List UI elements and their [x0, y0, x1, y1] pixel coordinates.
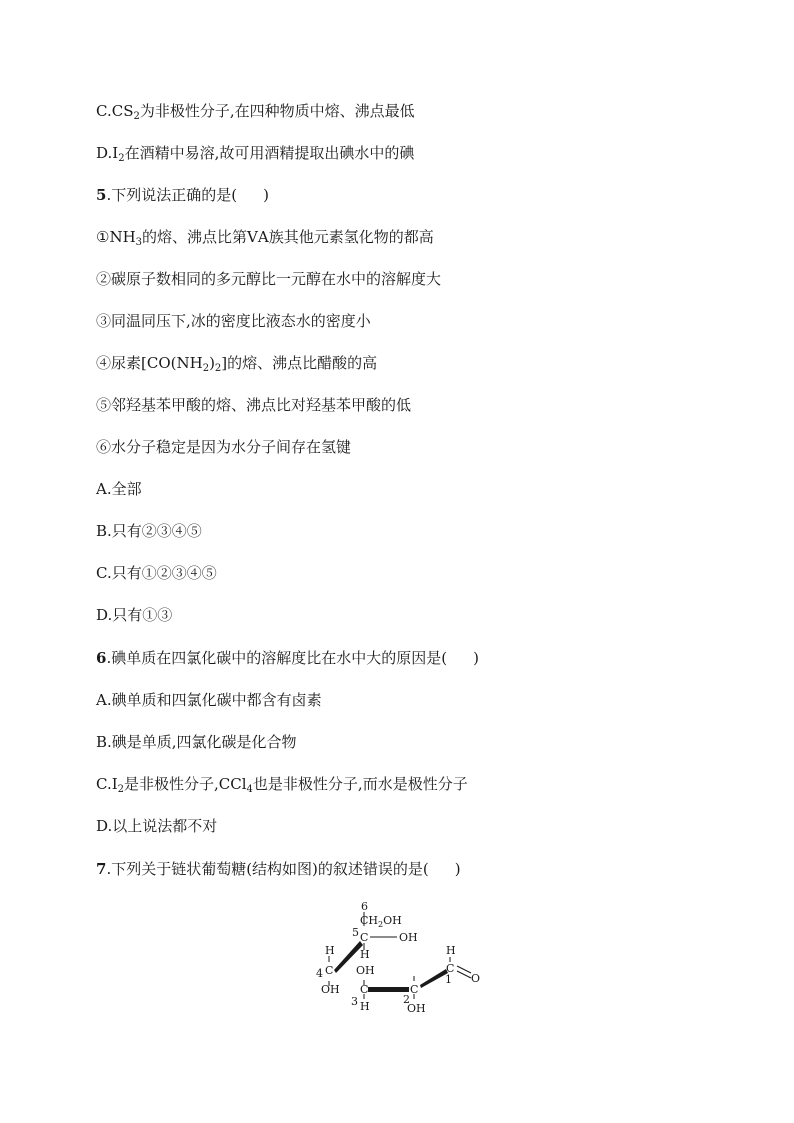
- q6-option-d[interactable]: D.以上说法都不对: [96, 817, 218, 835]
- carbon-5: C: [360, 931, 369, 944]
- q6-number: 6: [96, 649, 107, 667]
- carbon-number-3: 3: [351, 995, 358, 1008]
- carbon-1: C: [446, 962, 455, 975]
- q7-stem: 7.下列关于链状葡萄糖(结构如图)的叙述错误的是( ): [96, 860, 461, 878]
- q5-option-d[interactable]: D.只有①③: [96, 606, 173, 624]
- q5-statement-1: $①NH_3$的熔、沸点比第ⅤA族其他元素氢化物的都高: [96, 228, 434, 248]
- carbon-2: C: [410, 983, 419, 996]
- carbon-number-1: 1: [445, 973, 452, 986]
- hydrogen-1: H: [446, 944, 456, 957]
- carbon-4: C: [325, 964, 334, 977]
- q4-option-d: $D.I_2$在酒精中易溶,故可用酒精提取出碘水中的碘: [96, 144, 415, 164]
- q7-number: 7: [96, 860, 107, 878]
- wedge-bond: [420, 969, 448, 988]
- carbon-number-2: 2: [403, 993, 410, 1006]
- q6-option-c[interactable]: $C.I_2$是非极性分子,CCl$_4$也是非极性分子,而水是极性分子: [96, 775, 468, 795]
- q5-statement-6: ⑥水分子稳定是因为水分子间存在氢键: [96, 438, 352, 456]
- hydroxyl-2: OH: [407, 1002, 426, 1015]
- q6-stem: 6.碘单质在四氯化碳中的溶解度比在水中大的原因是( ): [96, 649, 479, 667]
- carbonyl-oxygen: O: [471, 972, 481, 985]
- q6-option-a[interactable]: A.碘单质和四氯化碳中都含有卤素: [96, 691, 322, 709]
- q5-statement-3: ③同温同压下,冰的密度比液态水的密度小: [96, 312, 371, 330]
- q6-option-b[interactable]: B.碘是单质,四氯化碳是化合物: [96, 733, 297, 751]
- q5-option-b[interactable]: B.只有②③④⑤: [96, 522, 202, 540]
- hydrogen-3: H: [360, 1000, 370, 1013]
- q5-statement-2: ②碳原子数相同的多元醇比一元醇在水中的溶解度大: [96, 270, 442, 288]
- glucose-structure-diagram: [300, 895, 500, 1025]
- bold-bond: [368, 987, 409, 992]
- carbon-3: C: [360, 983, 369, 996]
- q4-option-c: $C.CS_2$为非极性分子,在四种物质中熔、沸点最低: [96, 102, 415, 122]
- carbon-number-5: 5: [352, 926, 359, 939]
- ch2oh-group: $CH_2OH$: [360, 914, 402, 929]
- carbon-number-6: 6: [361, 900, 368, 913]
- hydrogen-5: H: [360, 948, 370, 961]
- hydroxyl-5: OH: [399, 931, 418, 944]
- carbon-number-4: 4: [316, 967, 323, 980]
- q5-stem: 5.下列说法正确的是( ): [96, 186, 269, 204]
- q5-option-a[interactable]: A.全部: [96, 480, 142, 498]
- hydroxyl-4: OH: [321, 983, 340, 996]
- hydrogen-4: H: [325, 944, 335, 957]
- q5-statement-4: ④尿素$[CO(NH_2)_2]$的熔、沸点比醋酸的高: [96, 354, 378, 374]
- q5-statement-5: ⑤邻羟基苯甲酸的熔、沸点比对羟基苯甲酸的低: [96, 396, 412, 414]
- hydroxyl-3: OH: [356, 964, 375, 977]
- q5-number: 5: [96, 186, 107, 204]
- q5-option-c[interactable]: C.只有①②③④⑤: [96, 564, 217, 582]
